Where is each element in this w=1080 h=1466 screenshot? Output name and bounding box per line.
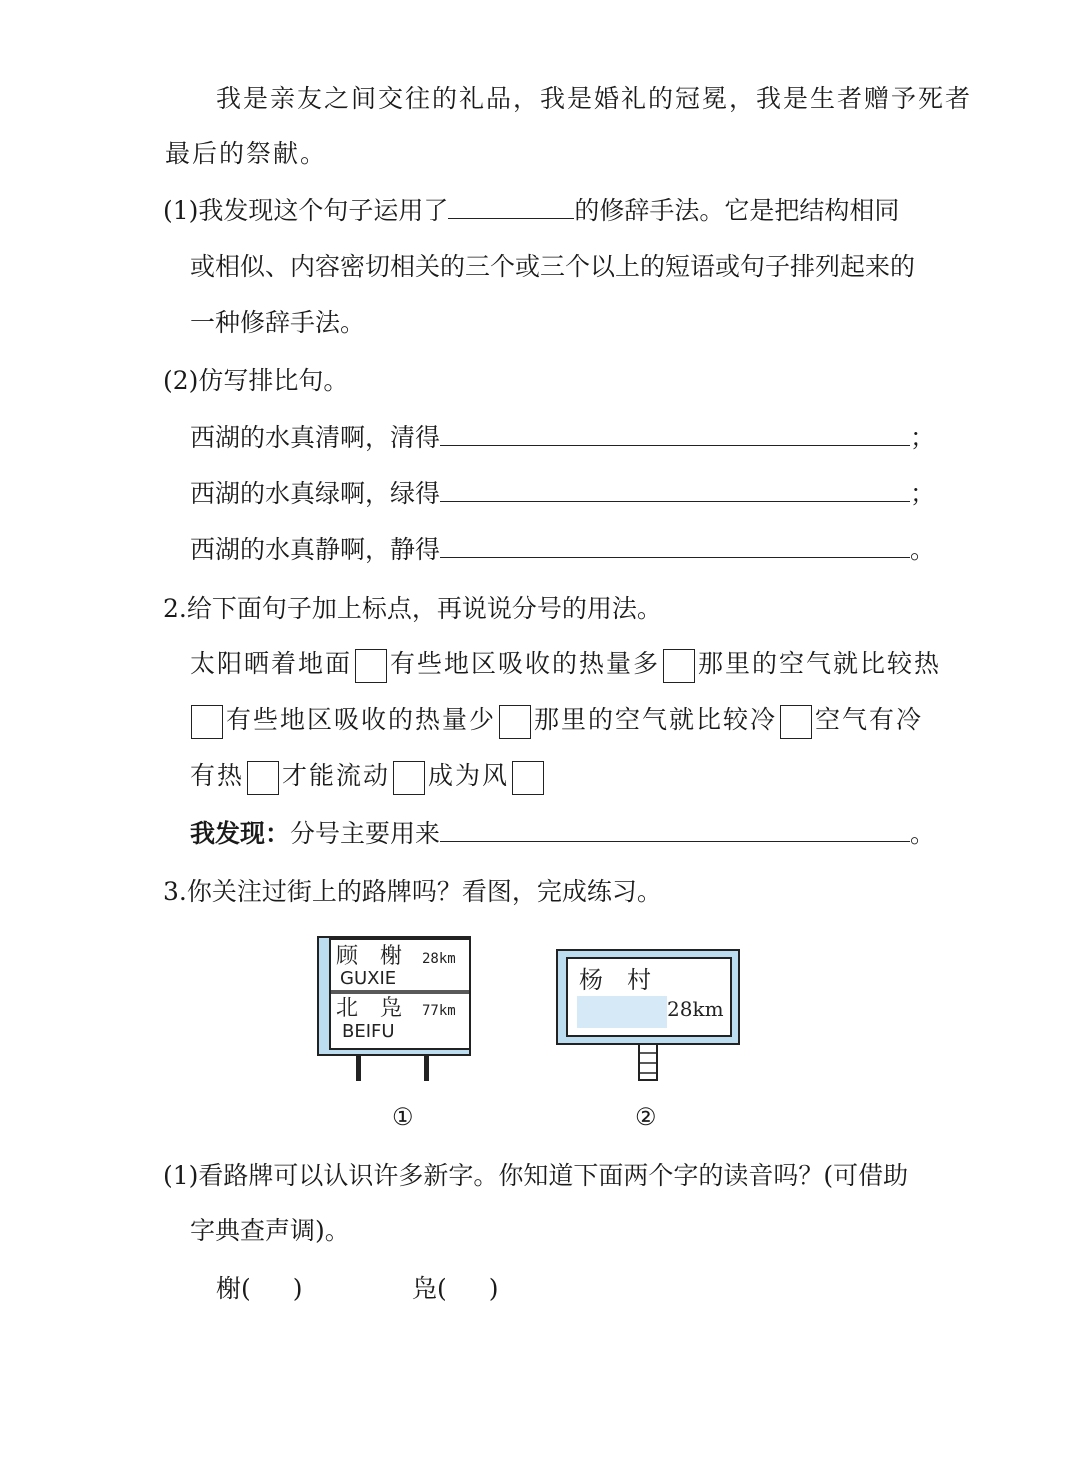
q3-title: 3.你关注过街上的路牌吗？看图，完成练习。 <box>163 877 662 906</box>
punct-text: 那里的空气就比较热 <box>698 649 942 678</box>
punct-text: 太阳晒着地面 <box>190 649 353 678</box>
punct-text: 有热 <box>190 761 245 790</box>
found-end: 。 <box>910 819 936 848</box>
sign1-row2-cn: 北 凫 <box>336 996 403 1021</box>
found-label: 我发现： <box>190 819 291 848</box>
sentence-1-prompt: 西湖的水真清啊，清得 <box>190 423 441 452</box>
punct-box[interactable] <box>247 761 279 795</box>
char-xie-close: ) <box>292 1274 303 1303</box>
char-fu-close: ) <box>488 1274 499 1303</box>
punct-line-2 <box>188 703 923 739</box>
parallel-sentence-2 <box>190 477 935 511</box>
parallel-sentence-1 <box>190 421 935 455</box>
sign1-row2-en: BEIFU <box>342 1021 395 1042</box>
q1-2-title: (2)仿写排比句。 <box>163 366 349 395</box>
road-sign-1-graphic <box>316 935 476 1085</box>
sign2-cn: 杨 村 <box>579 966 651 994</box>
rhetoric-blank[interactable] <box>448 196 574 219</box>
punct-text: 有些地区吸收的热量多 <box>390 649 661 678</box>
q1-1-before: (1)我发现这个句子运用了 <box>163 196 449 225</box>
char-xie: 榭( <box>216 1274 251 1303</box>
passage-line-2: 最后的祭献。 <box>165 139 328 168</box>
punct-box[interactable] <box>191 705 223 739</box>
punct-box[interactable] <box>355 649 387 683</box>
sentence-2-blank[interactable] <box>440 479 910 502</box>
q2-title: 2.给下面句子加上标点，再说说分号的用法。 <box>163 594 662 623</box>
q1-1-line-2: 或相似、内容密切相关的三个或三个以上的短语或句子排列起来的 <box>190 252 916 281</box>
sign1-row2-km: 77km <box>422 1003 456 1019</box>
sentence-1-blank[interactable] <box>440 423 910 446</box>
q1-1-line-3: 一种修辞手法。 <box>190 308 366 337</box>
punct-box[interactable] <box>663 649 695 683</box>
sign-2-label: ② <box>635 1103 657 1131</box>
q3-1-line-1: (1)看路牌可以认识许多新字。你知道下面两个字的读音吗？(可借助 <box>163 1161 909 1190</box>
punct-text: 有些地区吸收的热量少 <box>226 705 497 734</box>
road-sign-2-graphic <box>555 948 745 1083</box>
sentence-2-prompt: 西湖的水真绿啊，绿得 <box>190 479 441 508</box>
punct-box[interactable] <box>393 761 425 795</box>
road-sign-1 <box>316 935 476 1085</box>
sign1-row1-km: 28km <box>422 951 456 967</box>
pinyin-fu <box>412 1272 499 1306</box>
sentence-3-prompt: 西湖的水真静啊，静得 <box>190 535 441 564</box>
passage-line-1: 我是亲友之间交往的礼品，我是婚礼的冠冕，我是生者赠予死者 <box>216 84 973 113</box>
punct-box[interactable] <box>499 705 531 739</box>
punct-text: 那里的空气就比较冷 <box>534 705 778 734</box>
q1-1-after: 的修辞手法。它是把结构相同 <box>574 196 900 225</box>
sentence-3-blank[interactable] <box>440 535 910 558</box>
road-sign-2 <box>555 948 745 1083</box>
found-line <box>190 817 935 851</box>
punct-line-1 <box>190 647 941 683</box>
punct-text: 成为风 <box>428 761 510 790</box>
punct-line-3 <box>190 759 547 795</box>
parallel-sentence-3 <box>190 533 935 567</box>
sign1-row1-en: GUXIE <box>340 968 397 989</box>
sentence-2-end: ； <box>910 479 936 508</box>
char-fu: 凫( <box>412 1274 447 1303</box>
punct-box[interactable] <box>512 761 544 795</box>
semicolon-usage-blank[interactable] <box>440 819 910 842</box>
sentence-3-end: 。 <box>910 535 936 564</box>
sign1-row1-cn: 顾 榭 <box>336 944 403 969</box>
punct-text: 空气有冷 <box>815 705 924 734</box>
pinyin-xie <box>216 1272 303 1306</box>
sign2-km: 28km <box>667 997 724 1021</box>
sentence-1-end: ； <box>910 423 936 452</box>
found-text: 分号主要用来 <box>290 819 441 848</box>
punct-text: 才能流动 <box>282 761 391 790</box>
q1-1-line-1 <box>163 194 899 228</box>
sign-1-label: ① <box>392 1103 414 1131</box>
q3-1-line-2: 字典查声调)。 <box>190 1216 350 1245</box>
punct-box[interactable] <box>780 705 812 739</box>
